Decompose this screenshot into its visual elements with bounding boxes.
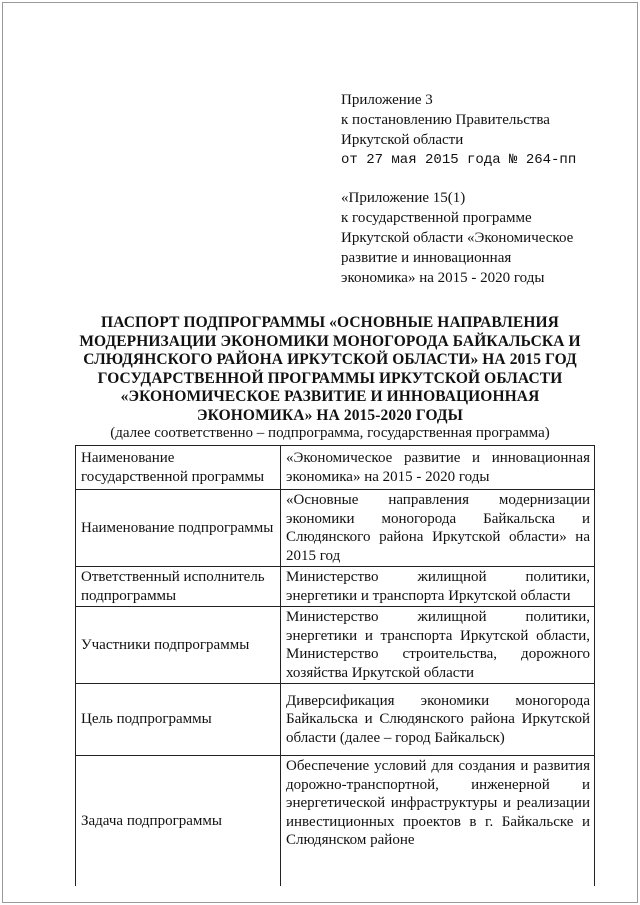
resolution-date-number: от 27 мая 2015 года № 264-пп <box>341 152 577 168</box>
row-label: Наименование государственной программы <box>76 446 281 490</box>
appendix-line: Приложение 3 <box>341 92 433 108</box>
title-line: «ЭКОНОМИЧЕСКОЕ РАЗВИТИЕ И ИННОВАЦИОННАЯ <box>120 388 540 405</box>
appendix-15-header <box>341 188 573 288</box>
row-value: Обеспечение условий для создания и развития дорожно-транспортной, инженерной и энергетической инфраструктуры и реализации инвестиционных проектов в г. Байкальске и Слюдянском районе <box>281 756 595 886</box>
table-row <box>76 607 595 684</box>
row-value: «Основные направления модернизации экономики моногорода Байкальска и Слюдянского района Иркутской области» на 2015 год <box>281 490 595 567</box>
table-row <box>76 684 595 756</box>
title-line: ЭКОНОМИКА» НА 2015-2020 ГОДЫ <box>197 406 463 424</box>
row-label: Участники подпрограммы <box>76 607 281 684</box>
appendix-line: к государственной программе <box>341 210 532 226</box>
document-title <box>70 314 590 425</box>
appendix-line: «Приложение 15(1) <box>341 190 466 206</box>
appendix-line: Иркутской области <box>341 132 464 148</box>
title-line: СЛЮДЯНСКОГО РАЙОНА ИРКУТСКОЙ ОБЛАСТИ» НА 2015 ГОД <box>83 351 577 368</box>
title-line: ПАСПОРТ ПОДПРОГРАММЫ «ОСНОВНЫЕ НАПРАВЛЕНИЯ <box>101 314 559 331</box>
passport-table <box>75 445 595 886</box>
appendix-line: к постановлению Правительства <box>341 112 550 128</box>
table-row <box>76 567 595 607</box>
table-row <box>76 756 595 886</box>
appendix-line: Иркутской области «Экономическое <box>341 230 574 246</box>
appendix-line: развитие и инновационная <box>341 250 512 266</box>
title-line: МОДЕРНИЗАЦИИ ЭКОНОМИКИ МОНОГОРОДА БАЙКАЛЬСКА И <box>79 332 581 350</box>
title-line: ГОСУДАРСТВЕННОЙ ПРОГРАММЫ ИРКУТСКОЙ ОБЛАСТИ <box>97 369 563 387</box>
row-label: Ответственный исполнитель подпрограммы <box>76 567 281 607</box>
row-label: Наименование подпрограммы <box>76 490 281 567</box>
row-label: Цель подпрограммы <box>76 684 281 756</box>
row-value: Диверсификация экономики моногорода Байкальска и Слюдянского района Иркутской области (далее – город Байкальск) <box>281 684 595 756</box>
row-value: Министерство жилищной политики, энергетики и транспорта Иркутской области <box>281 567 595 607</box>
table-row <box>76 446 595 490</box>
document-subtitle: (далее соответственно – подпрограмма, государственная программа) <box>110 425 550 441</box>
appendix-3-header <box>341 90 576 170</box>
row-value: Министерство жилищной политики, энергетики и транспорта Иркутской области, Министерство строительства, дорожного хозяйства Иркутской области <box>281 607 595 684</box>
row-value: «Экономическое развитие и инновационная экономика» на 2015 - 2020 годы <box>281 446 595 490</box>
table-row <box>76 490 595 567</box>
appendix-line: экономика» на 2015 - 2020 годы <box>341 270 545 286</box>
row-label: Задача подпрограммы <box>76 756 281 886</box>
